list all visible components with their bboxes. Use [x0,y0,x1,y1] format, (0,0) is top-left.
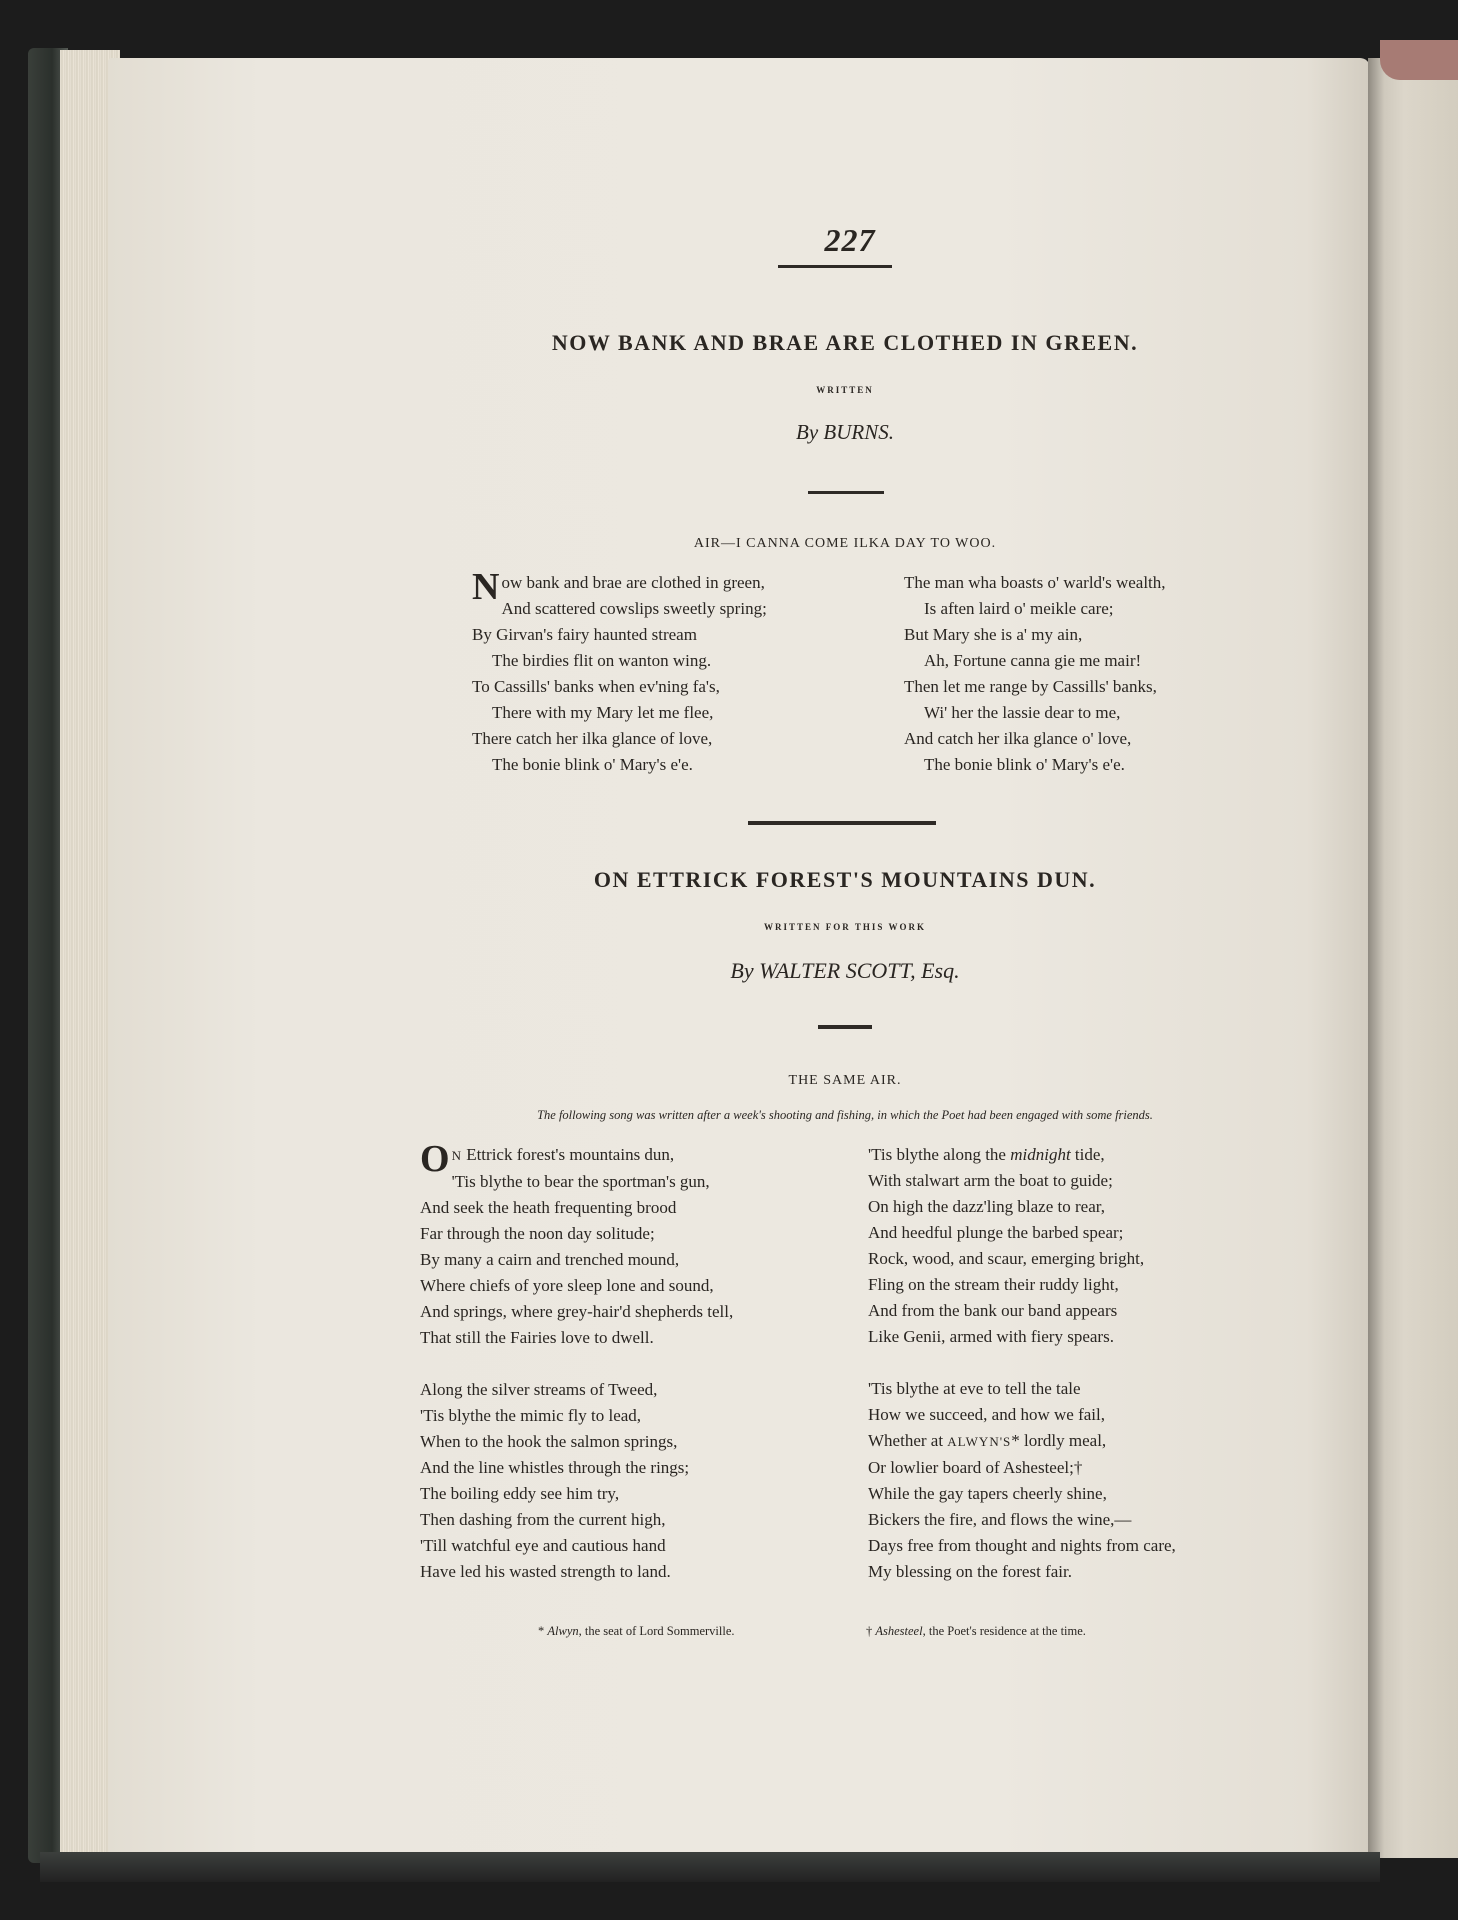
page-number: 227 [824,222,876,258]
footnote-ashesteel: † Ashesteel, the Poet's residence at the time. [866,1624,1086,1638]
section-divider [748,821,936,825]
song2-title: ON ETTRICK FOREST'S MOUNTAINS DUN. [593,867,1097,892]
song2-column-2: 'Tis blythe along the midnight tide, With stalwart arm the boat to guide; On high the dazz'ling blaze to rear, And heedful plunge the barbed spear; Rock, wood, and scaur, emerging bright, Fling on the stream their ruddy light, And from the bank our band appears Like Genii, armed with fiery spears. 'Tis blythe at eve to tell the tale How we succeed, and how we fail, Whether at ALWYN'S* lordly meal, Or lowlier board of Ashesteel;† While the gay tapers cheerly shine, Bickers the fire, and flows the wine,— Days free from thought and nights from care, My blessing on the forest fair. [868,1145,1176,1581]
song2-note: The following song was written after a week's shooting and fishing, in which the Poet had been engaged with some friends. [537,1108,1153,1122]
song1-air: AIR—I CANNA COME ILKA DAY TO WOO. [693,536,997,551]
song2-column-1: O N Ettrick forest's mountains dun, 'Tis blythe to bear the sportman's gun, And seek the heath frequenting brood Far through the noon day solitude; By many a cairn and trenched mound, Where chiefs of yore sleep lone and sound, And springs, where grey-hair'd shepherds tell, That still the Fairies love to dwell. Along the silver streams of Tweed, 'Tis blythe the mimic fly to lead, When to the hook the salmon springs, And the line whistles through the rings; The boiling eddy see him try, Then dashing from the current high, 'Till watchful eye and cautious hand Have led his wasted strength to land. [420,1138,734,1581]
song1-rule [808,491,884,494]
song1-written: WRITTEN [816,385,874,395]
song2-dropcap: O [420,1138,450,1180]
song1-column-1: Now bank and brae are clothed in green, And scattered cowslips sweetly spring; By Girvan's fairy haunted stream The birdies flit on wanton wing. To Cassills' banks when ev'ning fa's, There with my Mary let me flee, There catch her ilka glance of love, The bonie blink o' Mary's e'e. [472,566,767,774]
song2-author: By WALTER SCOTT, Esq. [730,958,960,983]
song1-dropcap: N [472,566,500,608]
song2-rule [818,1025,872,1029]
facing-page-edge [1368,58,1458,1858]
song2-air: THE SAME AIR. [788,1073,902,1088]
song1-author: By BURNS. [796,420,894,444]
footnote-alwyn: * Alwyn, the seat of Lord Sommerville. [538,1624,735,1638]
bottom-board [40,1852,1380,1882]
song2-written: WRITTEN FOR THIS WORK [764,922,926,932]
page-number-rule [778,265,892,268]
binding-cloth [1380,40,1458,80]
song1-column-2: The man wha boasts o' warld's wealth, Is aften laird o' meikle care; But Mary she is a' my ain, Ah, Fortune canna gie me mair! Then let me range by Cassills' banks, Wi' her the lassie dear to me, And catch her ilka glance o' love, The bonie blink o' Mary's e'e. [904,573,1166,774]
song1-title: NOW BANK AND BRAE ARE CLOTHED IN GREEN. [551,330,1139,355]
